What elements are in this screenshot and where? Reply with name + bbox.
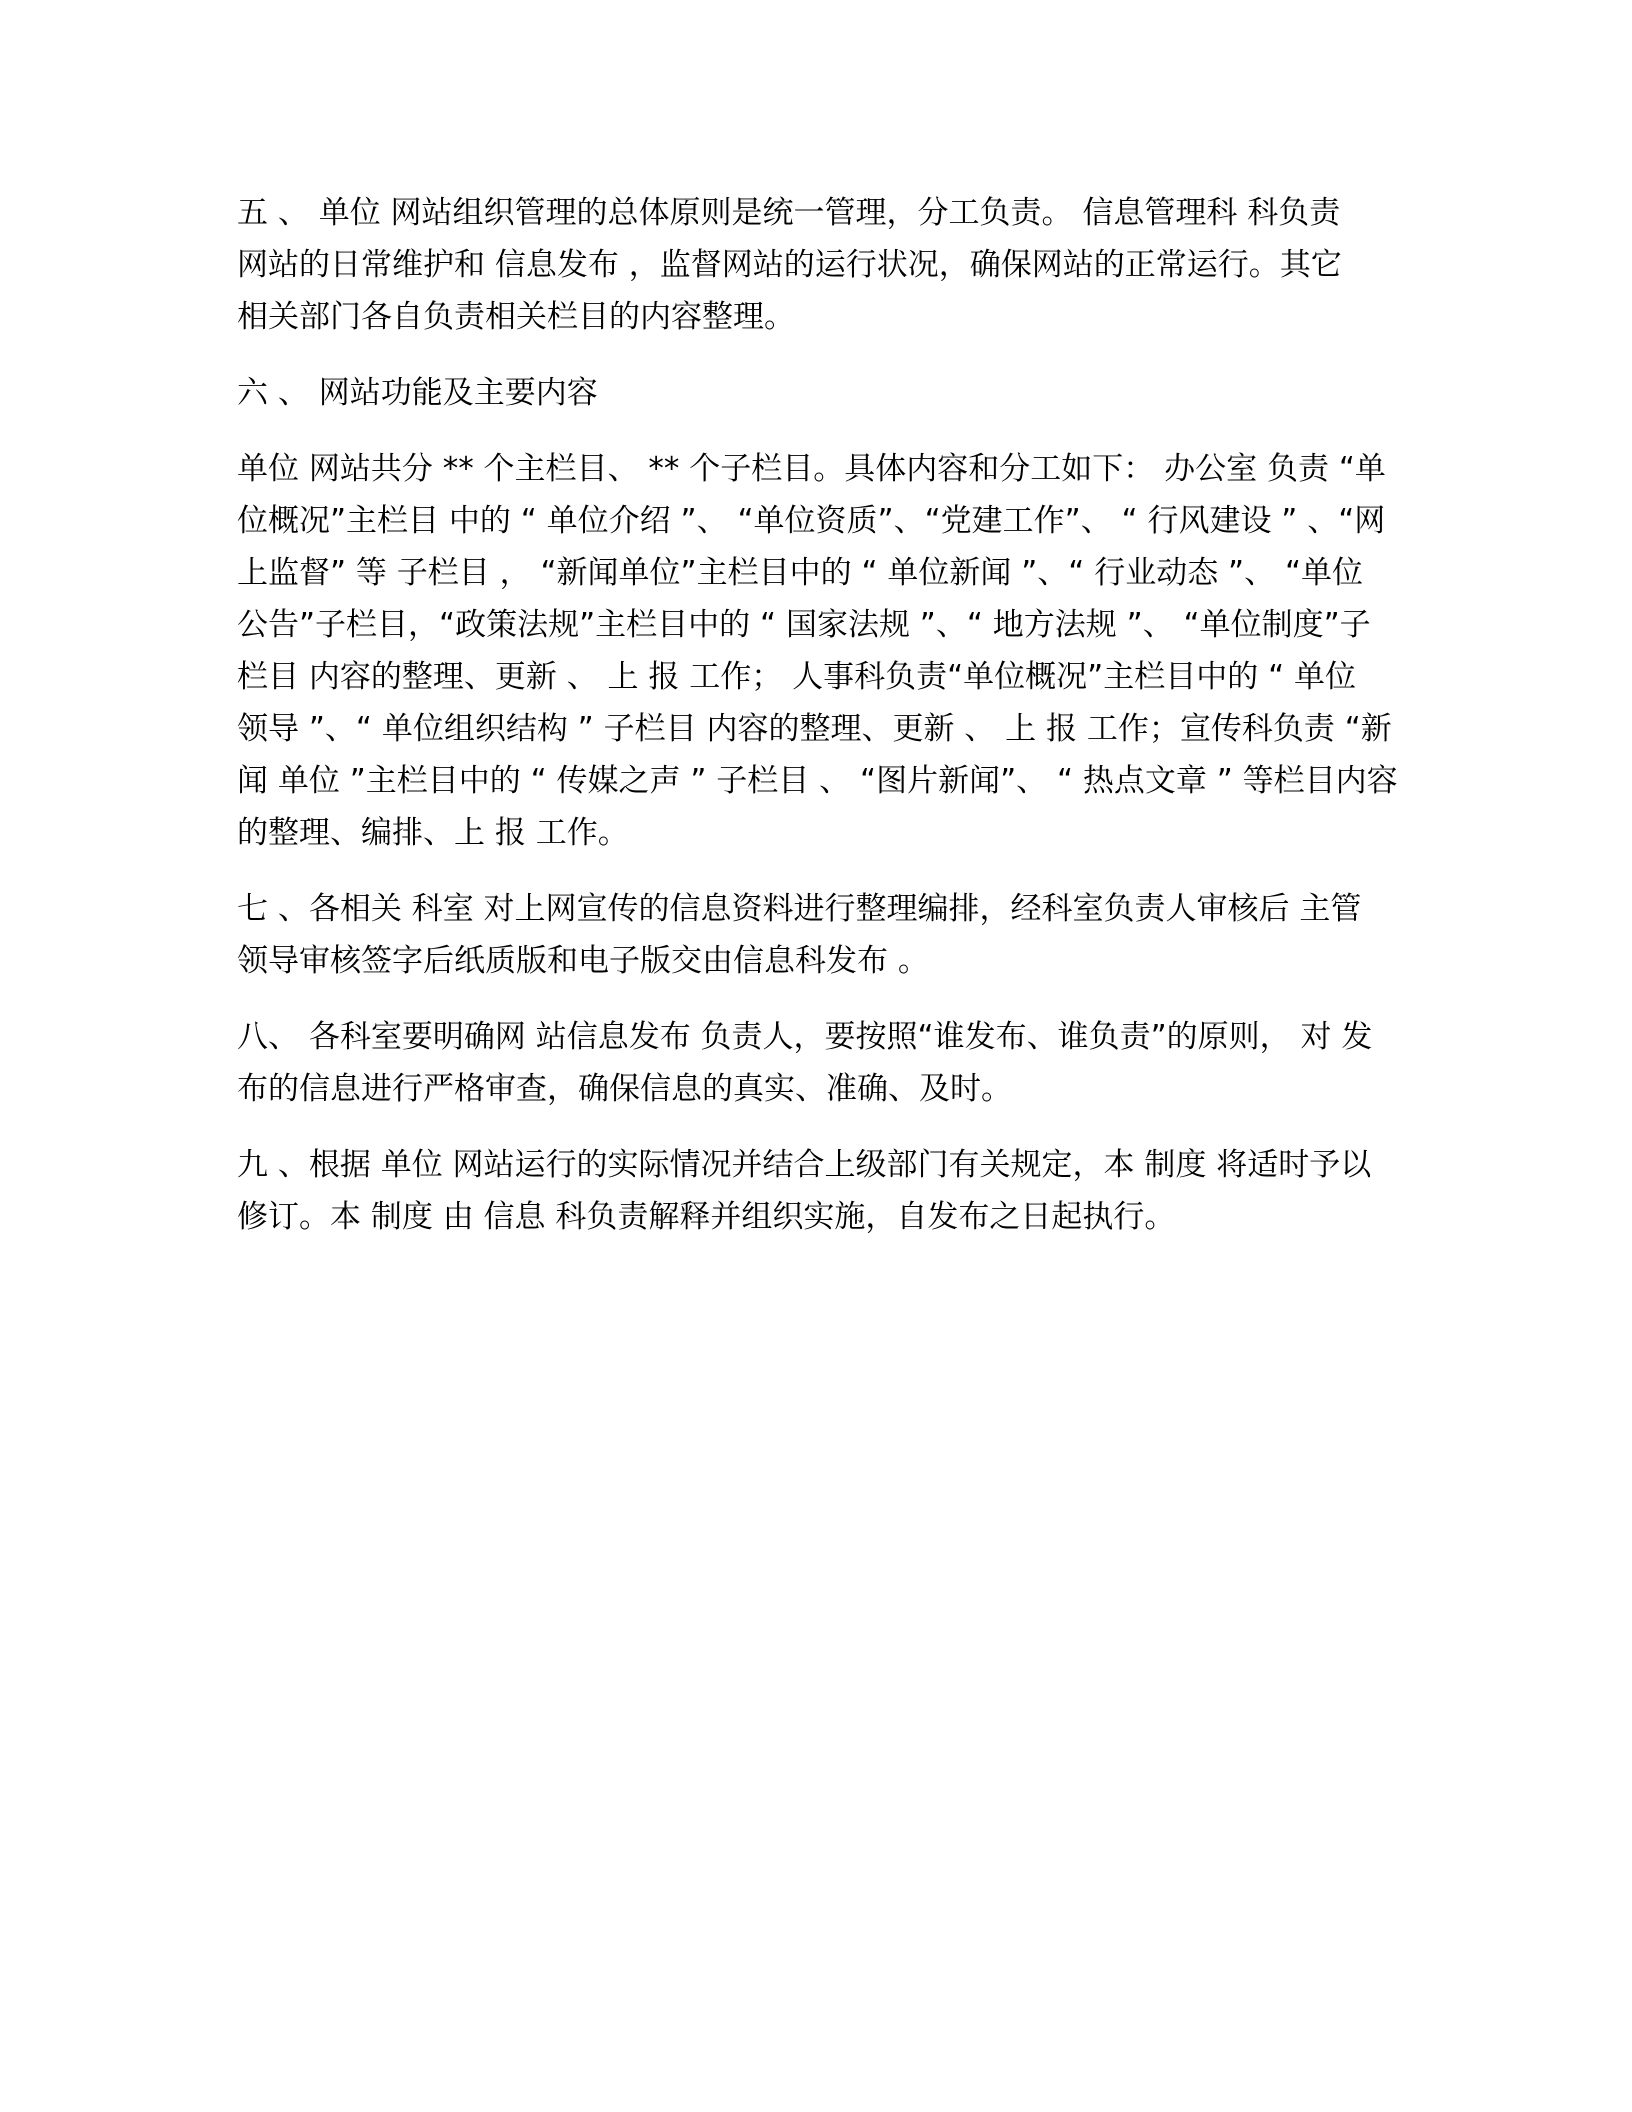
text-line: 六 、 网站功能及主要内容 <box>237 375 598 411</box>
text-line: 单位 网站共分 ** 个主栏目、 ** 个子栏目。具体内容和分工如下： 办公室 负责 “单 <box>237 451 1386 487</box>
text-line: 网站的日常维护和 信息发布 ，监督网站的运行状况，确保网站的正常运行。其它 <box>237 247 1342 283</box>
text-line: 七 、各相关 科室 对上网宣传的信息资料进行整理编排，经科室负责人审核后 主管 <box>237 891 1362 927</box>
text-line: 位概况”主栏目 中的 “ 单位介绍 ”、 “单位资质”、“党建工作”、 “ 行风建设 ” 、“网 <box>237 503 1386 539</box>
text-line: 八、 各科室要明确网 站信息发布 负责人，要按照“谁发布、谁负责”的原则， 对 发 <box>237 1019 1373 1055</box>
text-line: 领导审核签字后纸质版和电子版交由信息科发布 。 <box>237 943 929 979</box>
paragraph <box>237 187 1397 343</box>
paragraph <box>237 367 1397 419</box>
paragraph <box>237 1011 1397 1115</box>
text-line: 闻 单位 ”主栏目中的 “ 传媒之声 ” 子栏目 、 “图片新闻”、 “ 热点文章 ” 等栏目内容 <box>237 763 1398 799</box>
text-line: 布的信息进行严格审查，确保信息的真实、准确、及时。 <box>237 1071 1012 1107</box>
paragraph <box>237 1139 1397 1243</box>
text-line: 相关部门各自负责相关栏目的内容整理。 <box>237 299 795 335</box>
text-line: 五 、 单位 网站组织管理的总体原则是统一管理，分工负责。 信息管理科 科负责 <box>237 195 1341 231</box>
text-line: 九 、根据 单位 网站运行的实际情况并结合上级部门有关规定，本 制度 将适时予以 <box>237 1147 1372 1183</box>
text-line: 修订。本 制度 由 信息 科负责解释并组织实施，自发布之日起执行。 <box>237 1199 1176 1235</box>
paragraph <box>237 443 1397 859</box>
text-line: 公告”子栏目，“政策法规”主栏目中的 “ 国家法规 ”、“ 地方法规 ”、 “单位制度”子 <box>237 607 1371 643</box>
text-line: 栏目 内容的整理、更新 、 上 报 工作； 人事科负责“单位概况”主栏目中的 “ 单位 <box>237 659 1357 695</box>
document-body <box>237 187 1397 1267</box>
text-line: 的整理、编排、上 报 工作。 <box>237 815 629 851</box>
text-line: 领导 ”、“ 单位组织结构 ” 子栏目 内容的整理、更新 、 上 报 工作；宣传科负责 “新 <box>237 711 1392 747</box>
text-line: 上监督” 等 子栏目 ， “新闻单位”主栏目中的 “ 单位新闻 ”、“ 行业动态 ”、 “单位 <box>237 555 1364 591</box>
paragraph <box>237 883 1397 987</box>
